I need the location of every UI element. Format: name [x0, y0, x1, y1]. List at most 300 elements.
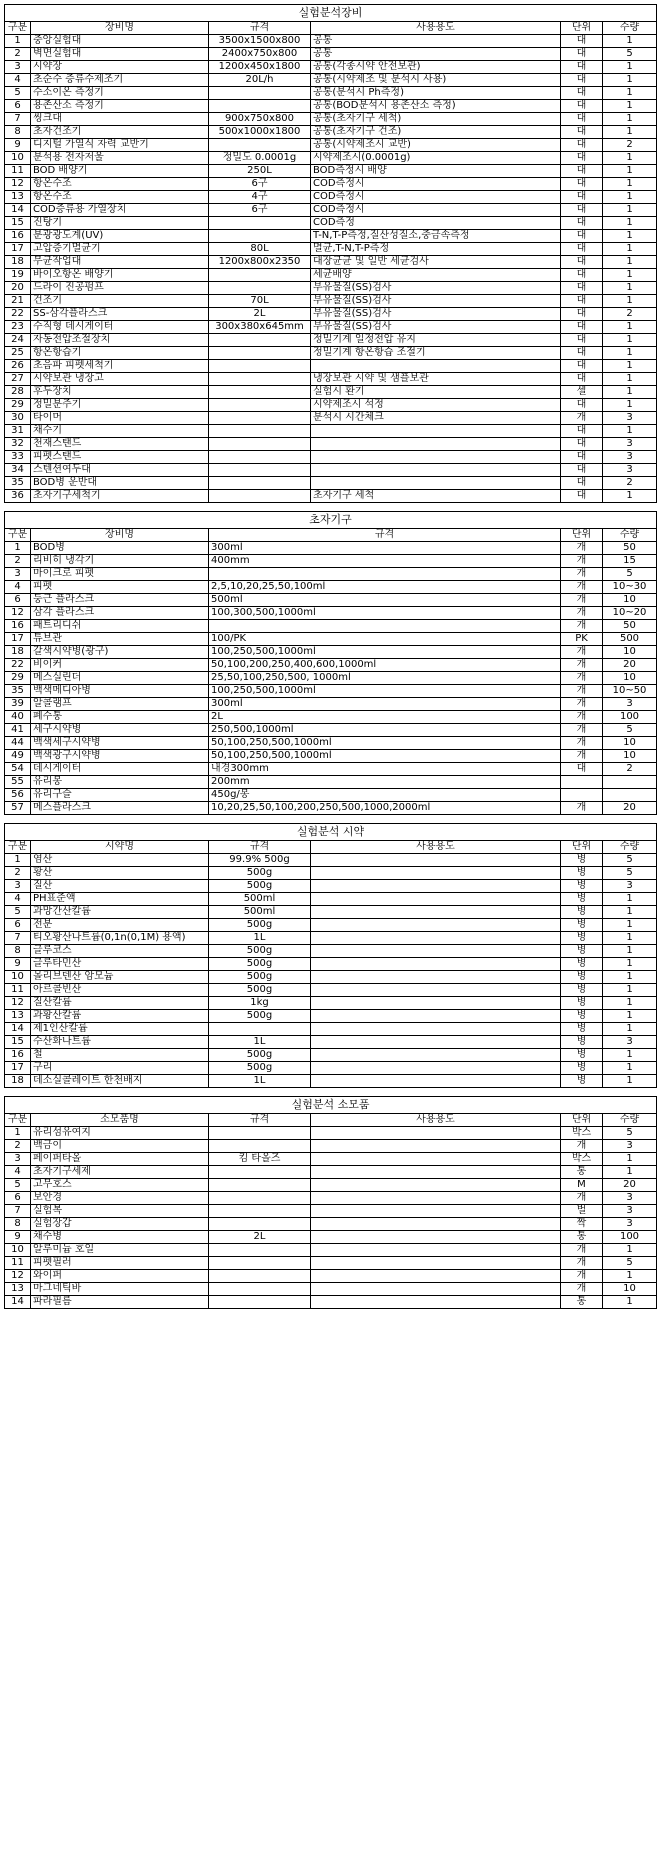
col-header: 수량 — [603, 841, 657, 854]
table-cell: 박스 — [561, 1153, 603, 1166]
table-cell: BOD측정시 배양 — [311, 165, 561, 178]
table-cell: 대 — [561, 308, 603, 321]
table-cell: 12 — [5, 607, 31, 620]
table-cell — [209, 451, 311, 464]
table-cell: 대 — [561, 48, 603, 61]
col-header: 소모품명 — [31, 1114, 209, 1127]
table-cell: 정밀도 0.0001g — [209, 152, 311, 165]
table-cell: 2400x750x800 — [209, 48, 311, 61]
table-cell: 1 — [603, 217, 657, 230]
table-cell — [603, 776, 657, 789]
table-cell: 티오황산나트륨(0,1n(0,1M) 용액) — [31, 932, 209, 945]
table-row — [5, 451, 657, 464]
table-cell: 80L — [209, 243, 311, 256]
table-cell: 100/PK — [209, 633, 561, 646]
table-cell: 1kg — [209, 997, 311, 1010]
table-cell: 대 — [561, 347, 603, 360]
table-cell: 초자건조기 — [31, 126, 209, 139]
table-cell — [311, 464, 561, 477]
table-cell: 13 — [5, 1283, 31, 1296]
table-cell: 개 — [561, 1140, 603, 1153]
table-cell: SS-삼각플라스크 — [31, 308, 209, 321]
col-header: 수량 — [603, 1114, 657, 1127]
table-cell: 정밀기계 일정전압 유지 — [311, 334, 561, 347]
table-cell: 14 — [5, 204, 31, 217]
table-cell: 19 — [5, 269, 31, 282]
table-cell: 32 — [5, 438, 31, 451]
table-cell: 2L — [209, 1231, 311, 1244]
reagents-title: 실험분석 시약 — [5, 824, 657, 841]
table-cell: 500g — [209, 984, 311, 997]
table-cell: 26 — [5, 360, 31, 373]
table-row — [5, 542, 657, 555]
col-header: 규격 — [209, 1114, 311, 1127]
table-cell: 1 — [5, 1127, 31, 1140]
table-cell: 철 — [31, 1049, 209, 1062]
table-row — [5, 412, 657, 425]
table-cell — [311, 1231, 561, 1244]
table-row — [5, 1192, 657, 1205]
table-cell: 7 — [5, 932, 31, 945]
table-cell: 11 — [5, 165, 31, 178]
table-cell: 시약제조시(0.0001g) — [311, 152, 561, 165]
table-cell: 대장균균 및 일반 세균검사 — [311, 256, 561, 269]
table-cell: 실험장갑 — [31, 1218, 209, 1231]
table-cell: 5 — [5, 1179, 31, 1192]
table-cell: 1 — [603, 321, 657, 334]
table-row — [5, 1205, 657, 1218]
table-cell: 대 — [561, 295, 603, 308]
table-cell: 병 — [561, 919, 603, 932]
table-row — [5, 243, 657, 256]
table-cell: 대 — [561, 360, 603, 373]
table-cell: 3500x1500x800 — [209, 35, 311, 48]
table-cell: 17 — [5, 633, 31, 646]
table-cell: 4구 — [209, 191, 311, 204]
table-cell — [311, 425, 561, 438]
table-cell: 용존산소 측정기 — [31, 100, 209, 113]
table-cell: 피펫필러 — [31, 1257, 209, 1270]
table-cell: 와이퍼 — [31, 1270, 209, 1283]
table-cell — [311, 438, 561, 451]
table-cell: 29 — [5, 399, 31, 412]
table-cell: 대 — [561, 282, 603, 295]
table-cell: 12 — [5, 178, 31, 191]
table-cell: 병 — [561, 1036, 603, 1049]
table-cell: BOD병 운반대 — [31, 477, 209, 490]
table-cell: 16 — [5, 620, 31, 633]
table-cell: 10 — [603, 594, 657, 607]
glassware-table — [4, 511, 657, 815]
table-cell: 1 — [603, 1062, 657, 1075]
table-cell: 500g — [209, 880, 311, 893]
table-cell: 14 — [5, 1023, 31, 1036]
table-row — [5, 646, 657, 659]
col-header: 규격 — [209, 841, 311, 854]
table-cell — [311, 1140, 561, 1153]
table-cell: 33 — [5, 451, 31, 464]
table-row — [5, 997, 657, 1010]
table-cell: 알루미늄 호일 — [31, 1244, 209, 1257]
table-row — [5, 152, 657, 165]
table-row — [5, 425, 657, 438]
table-cell: 1 — [603, 178, 657, 191]
table-row — [5, 763, 657, 776]
table-cell: 공통(분석시 Ph측정) — [311, 87, 561, 100]
table-cell — [209, 347, 311, 360]
table-cell: 분석시 시간체크 — [311, 412, 561, 425]
table-row — [5, 61, 657, 74]
table-cell: 병 — [561, 854, 603, 867]
table-cell: 27 — [5, 373, 31, 386]
table-cell: 수직형 데시게이터 — [31, 321, 209, 334]
table-cell: 250,500,1000ml — [209, 724, 561, 737]
table-cell: 개 — [561, 646, 603, 659]
table-cell: 전분 — [31, 919, 209, 932]
table-cell: 3 — [603, 451, 657, 464]
table-cell: 6 — [5, 100, 31, 113]
table-cell: 300ml — [209, 698, 561, 711]
table-cell: 초음파 피펫세척기 — [31, 360, 209, 373]
table-cell: 1 — [603, 204, 657, 217]
table-cell: 50 — [603, 542, 657, 555]
table-cell: 질산 — [31, 880, 209, 893]
table-cell — [311, 1062, 561, 1075]
table-cell: 5 — [603, 568, 657, 581]
table-cell — [311, 451, 561, 464]
col-header: 규격 — [209, 22, 311, 35]
table-cell: 18 — [5, 256, 31, 269]
table-cell: 2 — [603, 139, 657, 152]
table-cell: 1 — [603, 958, 657, 971]
table-cell: 개 — [561, 555, 603, 568]
table-row — [5, 360, 657, 373]
table-cell — [603, 789, 657, 802]
table-cell: 실험복 — [31, 1205, 209, 1218]
table-cell — [209, 490, 311, 503]
table-cell: 대 — [561, 178, 603, 191]
table-cell: 50,100,200,250,400,600,1000ml — [209, 659, 561, 672]
table-cell — [209, 282, 311, 295]
table-cell: 7 — [5, 113, 31, 126]
table-cell: 6 — [5, 1192, 31, 1205]
table-cell: 1200x450x1800 — [209, 61, 311, 74]
table-row — [5, 35, 657, 48]
table-cell — [209, 386, 311, 399]
table-cell: 25,50,100,250,500, 1000ml — [209, 672, 561, 685]
table-cell — [209, 1166, 311, 1179]
table-cell: 99.9% 500g — [209, 854, 311, 867]
table-cell: 36 — [5, 490, 31, 503]
table-cell: 1 — [603, 1023, 657, 1036]
table-cell: 개 — [561, 1257, 603, 1270]
table-cell: 몰리브덴산 암모늄 — [31, 971, 209, 984]
table-cell: COD측정 — [311, 217, 561, 230]
table-row — [5, 113, 657, 126]
table-cell: 49 — [5, 750, 31, 763]
table-cell: 6구 — [209, 178, 311, 191]
table-cell: 1 — [603, 1049, 657, 1062]
table-cell: 채수병 — [31, 1231, 209, 1244]
table-cell — [311, 1023, 561, 1036]
table-cell — [209, 412, 311, 425]
table-row — [5, 334, 657, 347]
table-cell: 500g — [209, 867, 311, 880]
table-cell: 55 — [5, 776, 31, 789]
table-cell: 54 — [5, 763, 31, 776]
table-row — [5, 802, 657, 815]
table-cell: 10 — [5, 152, 31, 165]
table-cell: 300ml — [209, 542, 561, 555]
table-cell: 1 — [603, 906, 657, 919]
col-header: 단위 — [561, 1114, 603, 1127]
table-cell: 34 — [5, 464, 31, 477]
table-cell: 병 — [561, 1075, 603, 1088]
table-cell: 메스플라스크 — [31, 802, 209, 815]
table-cell — [311, 1179, 561, 1192]
table-cell: 1 — [603, 997, 657, 1010]
equipment-title: 실험분석장비 — [5, 5, 657, 22]
table-cell: 대 — [561, 139, 603, 152]
table-cell: 2 — [5, 867, 31, 880]
table-row — [5, 230, 657, 243]
table-cell: 병 — [561, 971, 603, 984]
table-row — [5, 1179, 657, 1192]
table-cell: 벌 — [561, 1205, 603, 1218]
table-cell: 1 — [603, 243, 657, 256]
table-cell: 50,100,250,500,1000ml — [209, 737, 561, 750]
table-cell: 병 — [561, 867, 603, 880]
table-cell — [311, 1296, 561, 1309]
table-cell: 보안경 — [31, 1192, 209, 1205]
table-cell: 2 — [5, 555, 31, 568]
table-row — [5, 906, 657, 919]
table-cell: T-N,T-P측정,질산성질소,중금속측정 — [311, 230, 561, 243]
table-cell: COD측정시 — [311, 191, 561, 204]
table-cell: 1 — [603, 1270, 657, 1283]
table-cell: 10 — [603, 1283, 657, 1296]
table-cell: 1 — [603, 893, 657, 906]
table-cell: 100,250,500,1000ml — [209, 685, 561, 698]
table-cell: 400mm — [209, 555, 561, 568]
table-cell: 5 — [603, 48, 657, 61]
table-cell — [209, 100, 311, 113]
table-cell: 세균배양 — [311, 269, 561, 282]
table-cell: 타이머 — [31, 412, 209, 425]
table-cell: 20 — [603, 1179, 657, 1192]
table-cell: 아르콜빈산 — [31, 984, 209, 997]
table-cell: 20 — [603, 659, 657, 672]
table-row — [5, 1166, 657, 1179]
table-row — [5, 1062, 657, 1075]
table-cell — [311, 997, 561, 1010]
table-cell: 대 — [561, 113, 603, 126]
col-header: 수량 — [603, 529, 657, 542]
table-row — [5, 1049, 657, 1062]
table-row — [5, 932, 657, 945]
table-row — [5, 1075, 657, 1088]
table-cell: 500g — [209, 958, 311, 971]
table-cell: 대 — [561, 373, 603, 386]
table-cell: 1 — [603, 360, 657, 373]
table-row — [5, 555, 657, 568]
table-cell: 대 — [561, 451, 603, 464]
table-cell — [311, 1036, 561, 1049]
table-cell: 2 — [5, 48, 31, 61]
table-cell: 300x380x645mm — [209, 321, 311, 334]
table-cell: 8 — [5, 1218, 31, 1231]
table-cell: 28 — [5, 386, 31, 399]
table-cell: 50 — [603, 620, 657, 633]
table-cell: 11 — [5, 984, 31, 997]
table-cell: 10 — [5, 971, 31, 984]
table-row — [5, 854, 657, 867]
table-cell: 3 — [5, 1153, 31, 1166]
table-cell: 1 — [5, 35, 31, 48]
table-cell: 황산 — [31, 867, 209, 880]
table-cell: 셀 — [561, 386, 603, 399]
table-cell: 데시게이터 — [31, 763, 209, 776]
table-cell: 대 — [561, 204, 603, 217]
table-cell: 진탕기 — [31, 217, 209, 230]
table-cell: 500g — [209, 1049, 311, 1062]
table-row — [5, 74, 657, 87]
table-row — [5, 139, 657, 152]
table-cell: 1 — [603, 165, 657, 178]
table-cell: 공통(초자기구 세척) — [311, 113, 561, 126]
table-row — [5, 568, 657, 581]
table-cell: 피펫 — [31, 581, 209, 594]
table-cell: 비이커 — [31, 659, 209, 672]
col-header: 구분 — [5, 1114, 31, 1127]
table-cell: 500ml — [209, 906, 311, 919]
table-cell: 9 — [5, 1231, 31, 1244]
table-cell: 고압증기멸균기 — [31, 243, 209, 256]
table-row — [5, 1036, 657, 1049]
table-cell: 대 — [561, 165, 603, 178]
table-cell: 과망간산칼륨 — [31, 906, 209, 919]
table-cell: 1 — [603, 35, 657, 48]
table-cell: 4 — [5, 74, 31, 87]
table-cell: 구리 — [31, 1062, 209, 1075]
table-cell — [311, 984, 561, 997]
table-cell: 2 — [603, 763, 657, 776]
table-cell: 둥근 플라스크 — [31, 594, 209, 607]
table-cell: 마그네틱바 — [31, 1283, 209, 1296]
table-cell: BOD 배양기 — [31, 165, 209, 178]
table-cell: 공통(각종시약 안전보관) — [311, 61, 561, 74]
table-cell: 대 — [561, 191, 603, 204]
table-cell — [311, 971, 561, 984]
table-cell — [311, 893, 561, 906]
table-cell: 대 — [561, 438, 603, 451]
table-cell: 3 — [603, 698, 657, 711]
table-row — [5, 1270, 657, 1283]
table-cell — [209, 438, 311, 451]
table-cell: 3 — [5, 568, 31, 581]
table-cell: 1 — [603, 1166, 657, 1179]
table-cell: 고무호스 — [31, 1179, 209, 1192]
table-cell: 갈색시약병(광구) — [31, 646, 209, 659]
table-row — [5, 87, 657, 100]
table-cell: 병 — [561, 893, 603, 906]
table-cell: 정밀기계 항온항습 조절기 — [311, 347, 561, 360]
table-cell: 공통 — [311, 35, 561, 48]
table-row — [5, 490, 657, 503]
table-row — [5, 295, 657, 308]
table-cell — [311, 1270, 561, 1283]
table-cell: 초자기구세척기 — [31, 490, 209, 503]
table-cell: 바이오항온 배양기 — [31, 269, 209, 282]
table-cell: 1 — [603, 152, 657, 165]
table-cell — [209, 87, 311, 100]
table-cell: 11 — [5, 1257, 31, 1270]
table-cell: 1 — [603, 1153, 657, 1166]
table-cell: 15 — [5, 1036, 31, 1049]
table-cell: 염산 — [31, 854, 209, 867]
table-cell: 20 — [5, 282, 31, 295]
table-cell: 1 — [603, 945, 657, 958]
table-row — [5, 984, 657, 997]
table-cell: 5 — [603, 854, 657, 867]
table-cell: 40 — [5, 711, 31, 724]
table-cell: 대 — [561, 35, 603, 48]
table-cell: 유리섬유여지 — [31, 1127, 209, 1140]
table-cell: 씽크대 — [31, 113, 209, 126]
table-cell: 개 — [561, 672, 603, 685]
table-cell: 1 — [603, 373, 657, 386]
table-row — [5, 958, 657, 971]
table-cell: 마이크로 피펫 — [31, 568, 209, 581]
table-cell: 실험시 환기 — [311, 386, 561, 399]
col-header: 단위 — [561, 529, 603, 542]
table-cell: 통 — [561, 1231, 603, 1244]
table-cell: 44 — [5, 737, 31, 750]
table-cell: 31 — [5, 425, 31, 438]
table-cell: 개 — [561, 802, 603, 815]
col-header: 구분 — [5, 841, 31, 854]
table-row — [5, 750, 657, 763]
table-cell — [311, 880, 561, 893]
table-cell: 8 — [5, 945, 31, 958]
table-cell: 킴 타올즈 — [209, 1153, 311, 1166]
table-cell — [311, 1166, 561, 1179]
table-cell: 1 — [603, 347, 657, 360]
table-cell: 18 — [5, 646, 31, 659]
table-cell: 56 — [5, 789, 31, 802]
table-row — [5, 386, 657, 399]
table-cell: 백색메디아병 — [31, 685, 209, 698]
table-cell: 3 — [603, 880, 657, 893]
table-cell: 5 — [603, 724, 657, 737]
table-cell: 대 — [561, 464, 603, 477]
table-cell: 건조기 — [31, 295, 209, 308]
table-cell: 29 — [5, 672, 31, 685]
table-cell: 개 — [561, 607, 603, 620]
table-cell: 1L — [209, 1036, 311, 1049]
table-cell: 250L — [209, 165, 311, 178]
table-cell: 22 — [5, 659, 31, 672]
table-cell: 1L — [209, 1075, 311, 1088]
table-cell: 3 — [603, 412, 657, 425]
table-cell: 개 — [561, 594, 603, 607]
table-cell — [209, 1257, 311, 1270]
table-cell: 35 — [5, 477, 31, 490]
table-cell: 10~50 — [603, 685, 657, 698]
table-cell: COD증류용 가열장치 — [31, 204, 209, 217]
table-cell: 1200x800x2350 — [209, 256, 311, 269]
table-row — [5, 1283, 657, 1296]
